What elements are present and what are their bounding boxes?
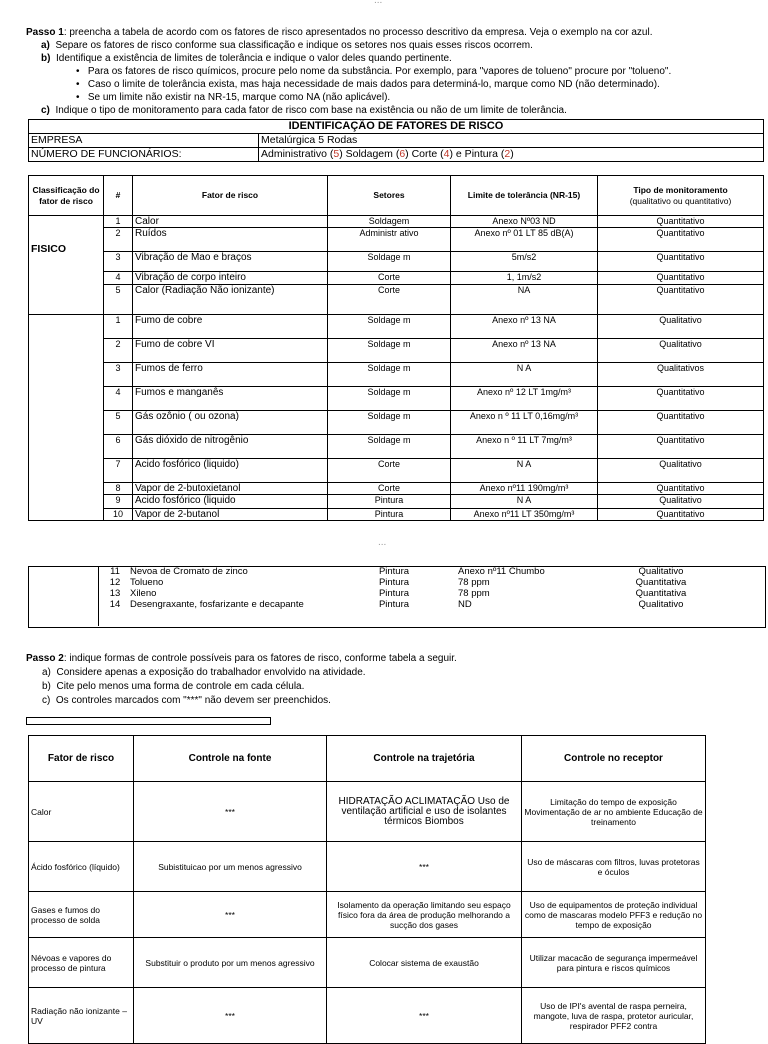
risk-row bbox=[29, 459, 764, 483]
risk-row bbox=[29, 228, 764, 252]
ctrl-trajetoria: *** bbox=[327, 988, 522, 1044]
ctrl-fator: Ácido fosfórico (líquido) bbox=[29, 842, 134, 892]
continuation-row bbox=[102, 577, 722, 588]
row-limite: Anexo Nº03 ND bbox=[451, 216, 598, 228]
risk-identification-table bbox=[28, 119, 764, 162]
row-fator: Gás ozônio ( ou ozona) bbox=[133, 411, 328, 435]
passo2-item-a bbox=[42, 666, 366, 679]
continuation-row bbox=[102, 588, 722, 599]
row-limite: Anexo nº11 LT 350mg/m³ bbox=[451, 509, 598, 521]
classificacao-label: FISICO bbox=[31, 243, 67, 255]
empresa-label: EMPRESA bbox=[29, 134, 259, 148]
passo1-item-c bbox=[41, 104, 567, 117]
row-tipo: Quantitativo bbox=[598, 252, 764, 272]
ctrl-header-receptor: Controle no receptor bbox=[522, 736, 706, 782]
classificacao-quimico bbox=[29, 315, 104, 521]
row-setor: Pintura bbox=[328, 495, 451, 509]
ctrl-receptor: Uso de equipamentos de proteção individual como de mascaras modelo PFF3 e redução no tempo de exposição bbox=[522, 892, 706, 938]
ctrl-fator: Calor bbox=[29, 782, 134, 842]
row-tipo: Quantitativo bbox=[598, 285, 764, 315]
row-tipo: Quantitativa bbox=[635, 577, 687, 588]
continuation-row bbox=[102, 599, 722, 610]
row-number: 10 bbox=[104, 509, 133, 521]
risk-row bbox=[29, 495, 764, 509]
funcionarios-text: ) bbox=[510, 148, 514, 160]
classificacao-fisico bbox=[29, 216, 104, 315]
passo1-item-b-text: Identifique a existência de limites de tolerância e indique o valor deles quando pertinente. bbox=[56, 53, 452, 64]
passo1-line bbox=[26, 26, 652, 39]
row-setor: Pintura bbox=[378, 599, 410, 610]
control-table bbox=[28, 735, 706, 1044]
ctrl-receptor: Uso de IPI's avental de raspa perneira, mangote, luva de raspa, protetor auricular, respirador PFF2 contra bbox=[522, 988, 706, 1044]
continuation-divider bbox=[98, 566, 99, 626]
row-fator: Tolueno bbox=[130, 577, 164, 588]
ctrl-header-fonte: Controle na fonte bbox=[134, 736, 327, 782]
passo2-item-b-marker: b) bbox=[42, 681, 51, 692]
ctrl-trajetoria: *** bbox=[327, 842, 522, 892]
passo1-item-b-marker: b) bbox=[41, 53, 51, 64]
risk-row bbox=[29, 411, 764, 435]
passo1-bullet-1-text: Para os fatores de risco químicos, procure pelo nome da substância. Por exemplo, para "vapores de tolueno" procure por "tolueno". bbox=[87, 66, 672, 77]
passo2-item-b-text: Cite pelo menos uma forma de controle em cada célula. bbox=[56, 681, 305, 692]
row-limite: Anexo nº11 Chumbo bbox=[458, 566, 545, 577]
row-limite: 78 ppm bbox=[458, 577, 490, 588]
passo1-item-c-text: Indique o tipo de monitoramento para cada fator de risco com base na existência ou não de um limite de tolerância. bbox=[55, 105, 567, 116]
row-number: 9 bbox=[104, 495, 133, 509]
row-setor: Soldage m bbox=[328, 339, 451, 363]
row-setor: Corte bbox=[328, 285, 451, 315]
row-limite: N A bbox=[451, 495, 598, 509]
passo2-item-a-marker: a) bbox=[42, 667, 51, 678]
row-setor: Soldage m bbox=[328, 252, 451, 272]
passo1-bullet-3-text: Se um limite não existir na NR-15, marque como NA (não aplicável). bbox=[87, 92, 391, 103]
row-tipo: Qualitativo bbox=[598, 339, 764, 363]
row-number: 14 bbox=[109, 599, 121, 610]
ctrl-fonte: *** bbox=[134, 988, 327, 1044]
page-break-marker: ... bbox=[378, 537, 387, 548]
ctrl-fonte: Subistituicao por um menos agressivo bbox=[134, 842, 327, 892]
row-limite: 5m/s2 bbox=[451, 252, 598, 272]
row-number: 8 bbox=[104, 483, 133, 495]
row-limite: Anexo nº 01 LT 85 dB(A) bbox=[451, 228, 598, 252]
control-row bbox=[29, 782, 706, 842]
row-number: 1 bbox=[104, 216, 133, 228]
risk-row bbox=[29, 483, 764, 495]
row-fator: Vibração de corpo inteiro bbox=[133, 272, 328, 285]
row-limite: N A bbox=[451, 363, 598, 387]
passo2-label: Passo 2 bbox=[26, 653, 64, 664]
row-setor: Pintura bbox=[328, 509, 451, 521]
row-tipo: Qualitativo bbox=[638, 566, 684, 577]
empresa-value: Metalúrgica 5 Rodas bbox=[259, 134, 764, 148]
row-number: 2 bbox=[104, 339, 133, 363]
row-setor: Corte bbox=[328, 459, 451, 483]
risk-row bbox=[29, 435, 764, 459]
passo1-bullet-3: • Se um limite não existir na NR-15, marque como NA (não aplicável). bbox=[76, 92, 391, 103]
row-fator: Calor bbox=[133, 216, 328, 228]
continuation-row bbox=[102, 566, 722, 577]
row-limite: Anexo nº 13 NA bbox=[451, 315, 598, 339]
row-limite: 78 ppm bbox=[458, 588, 490, 599]
passo2-item-c bbox=[42, 694, 331, 707]
funcionarios-value bbox=[259, 148, 764, 162]
funcionarios-count: 5 bbox=[333, 148, 340, 160]
row-number: 7 bbox=[104, 459, 133, 483]
funcionarios-text: ) Corte ( bbox=[405, 148, 444, 160]
row-tipo: Qualitativo bbox=[598, 459, 764, 483]
risk-row bbox=[29, 285, 764, 315]
row-tipo: Quantitativa bbox=[635, 588, 687, 599]
risk-row bbox=[29, 216, 764, 228]
funcionarios-label: NÚMERO DE FUNCIONÁRIOS: bbox=[29, 148, 259, 162]
row-number: 3 bbox=[104, 252, 133, 272]
row-tipo: Quantitativo bbox=[598, 483, 764, 495]
row-fator: Fumo de cobre bbox=[133, 315, 328, 339]
header-limite: Limite de tolerância (NR-15) bbox=[451, 176, 598, 216]
row-setor: Soldage m bbox=[328, 387, 451, 411]
row-tipo: Qualitativo bbox=[598, 495, 764, 509]
row-fator: Fumos de ferro bbox=[133, 363, 328, 387]
row-fator: Acido fosfórico (liquido bbox=[133, 495, 328, 509]
row-tipo: Quantitativo bbox=[598, 228, 764, 252]
ctrl-trajetoria: Colocar sistema de exaustão bbox=[327, 938, 522, 988]
row-limite: 1, 1m/s2 bbox=[451, 272, 598, 285]
funcionarios-text: Administrativo ( bbox=[261, 148, 334, 160]
row-fator: Vapor de 2-butoxietanol bbox=[133, 483, 328, 495]
continuation-table bbox=[102, 566, 722, 610]
passo2-item-a-text: Considere apenas a exposição do trabalhador envolvido na atividade. bbox=[56, 667, 366, 678]
header-monitoramento-sub: (qualitativo ou quantitativo) bbox=[629, 195, 732, 206]
row-limite: Anexo nº 13 NA bbox=[451, 339, 598, 363]
passo1-item-c-marker: c) bbox=[41, 105, 50, 116]
risk-row bbox=[29, 272, 764, 285]
risk-row bbox=[29, 387, 764, 411]
ctrl-receptor: Limitação do tempo de exposição Movimentação de ar no ambiente Educação de treinamento bbox=[522, 782, 706, 842]
control-row bbox=[29, 842, 706, 892]
row-number: 5 bbox=[104, 285, 133, 315]
row-setor: Corte bbox=[328, 272, 451, 285]
row-tipo: Qualitativos bbox=[598, 363, 764, 387]
ctrl-fonte: Substituir o produto por um menos agressivo bbox=[134, 938, 327, 988]
row-tipo: Qualitativo bbox=[638, 599, 684, 610]
page-marker-top: ... bbox=[374, 0, 383, 6]
passo2-text: : indique formas de controle possíveis para os fatores de risco, conforme tabela a seguir. bbox=[63, 653, 457, 664]
row-fator: Acido fosfórico (liquido) bbox=[133, 459, 328, 483]
row-limite: Anexo n º 11 LT 7mg/m³ bbox=[451, 435, 598, 459]
ctrl-trajetoria: Isolamento da operação limitando seu espaço físico fora da área de produção melhorando a sucção dos gases bbox=[327, 892, 522, 938]
header-monitoramento bbox=[598, 176, 764, 216]
row-fator: Calor (Radiação Não ionizante) bbox=[133, 285, 328, 315]
row-number: 1 bbox=[104, 315, 133, 339]
funcionarios-text: ) e Pintura ( bbox=[449, 148, 505, 160]
header-monitoramento-title: Tipo de monitoramento bbox=[633, 184, 728, 195]
row-setor: Soldage m bbox=[328, 363, 451, 387]
risk-row bbox=[29, 339, 764, 363]
passo1-bullet-2: • Caso o limite de tolerância exista, mas haja necessidade de mais dados para determiná-lo, marque como ND (não determinado). bbox=[76, 79, 660, 90]
row-limite: N A bbox=[451, 459, 598, 483]
passo1-item-a bbox=[41, 39, 533, 52]
ctrl-fator: Névoas e vapores do processo de pintura bbox=[29, 938, 134, 988]
passo1-text: : preencha a tabela de acordo com os fatores de risco apresentados no processo descritivo da empresa. Veja o exemplo na cor azul. bbox=[63, 27, 653, 38]
row-fator: Vapor de 2-butanol bbox=[133, 509, 328, 521]
row-tipo: Quantitativo bbox=[598, 272, 764, 285]
row-number: 2 bbox=[104, 228, 133, 252]
risk-row bbox=[29, 363, 764, 387]
row-tipo: Qualitativo bbox=[598, 315, 764, 339]
funcionarios-text: ) Soldagem ( bbox=[339, 148, 400, 160]
row-limite: Anexo nº11 190mg/m³ bbox=[451, 483, 598, 495]
row-setor: Soldagem bbox=[328, 216, 451, 228]
control-row bbox=[29, 938, 706, 988]
passo1-label: Passo 1 bbox=[26, 27, 64, 38]
passo1-bullet-1: • Para os fatores de risco químicos, procure pelo nome da substância. Por exemplo, para "vapores de tolueno" procure por "tolueno". bbox=[76, 66, 672, 77]
empty-box bbox=[26, 717, 271, 725]
row-fator: Vibração de Mao e braços bbox=[133, 252, 328, 272]
row-setor: Soldage m bbox=[328, 315, 451, 339]
row-fator: Ruídos bbox=[133, 228, 328, 252]
passo1-item-a-marker: a) bbox=[41, 40, 50, 51]
row-limite: Anexo nº 12 LT 1mg/m³ bbox=[451, 387, 598, 411]
row-number: 6 bbox=[104, 435, 133, 459]
header-fator: Fator de risco bbox=[133, 176, 328, 216]
row-setor: Pintura bbox=[378, 588, 410, 599]
passo2-item-c-marker: c) bbox=[42, 695, 51, 706]
row-setor: Corte bbox=[328, 483, 451, 495]
funcionarios-count: 4 bbox=[443, 148, 450, 160]
funcionarios-count: 6 bbox=[399, 148, 406, 160]
ctrl-fator: Gases e fumos do processo de solda bbox=[29, 892, 134, 938]
row-limite: NA bbox=[451, 285, 598, 315]
control-row bbox=[29, 988, 706, 1044]
row-fator: Fumos e manganês bbox=[133, 387, 328, 411]
row-setor: Soldage m bbox=[328, 411, 451, 435]
row-tipo: Quantitativo bbox=[598, 216, 764, 228]
ctrl-trajetoria: HIDRATAÇÃO ACLIMATAÇÃO Uso de ventilação artificial e uso de isolantes térmicos Biombos bbox=[327, 782, 522, 842]
passo2-line bbox=[26, 652, 457, 665]
header-classificacao: Classificação do fator de risco bbox=[29, 176, 104, 216]
risk-id-title: IDENTIFICAÇÃO DE FATORES DE RISCO bbox=[29, 120, 764, 134]
passo2-item-b bbox=[42, 680, 304, 693]
header-number: # bbox=[104, 176, 133, 216]
passo1-bullet-2-text: Caso o limite de tolerância exista, mas haja necessidade de mais dados para determiná-lo, marque como ND (não determinado). bbox=[87, 79, 660, 90]
funcionarios-count: 2 bbox=[504, 148, 511, 160]
row-limite: ND bbox=[458, 599, 472, 610]
risk-row bbox=[29, 509, 764, 521]
header-setores: Setores bbox=[328, 176, 451, 216]
ctrl-receptor: Utilizar macacão de segurança impermeável para pintura e riscos químicos bbox=[522, 938, 706, 988]
row-number: 4 bbox=[104, 272, 133, 285]
row-number: 12 bbox=[109, 577, 121, 588]
ctrl-fonte: *** bbox=[134, 782, 327, 842]
ctrl-header-trajetoria: Controle na trajetória bbox=[327, 736, 522, 782]
ctrl-fator: Radiação não ionizante – UV bbox=[29, 988, 134, 1044]
row-number: 11 bbox=[110, 566, 120, 577]
row-setor: Administr ativo bbox=[328, 228, 451, 252]
row-fator: Desengraxante, fosfarizante e decapante bbox=[130, 599, 304, 610]
row-tipo: Quantitativo bbox=[598, 435, 764, 459]
row-tipo: Quantitativo bbox=[598, 411, 764, 435]
row-setor: Pintura bbox=[378, 577, 410, 588]
row-fator: Xileno bbox=[130, 588, 157, 599]
row-setor: Pintura bbox=[378, 566, 410, 577]
row-fator: Gás dióxido de nitrogênio bbox=[133, 435, 328, 459]
row-fator: Fumo de cobre VI bbox=[133, 339, 328, 363]
row-number: 13 bbox=[109, 588, 121, 599]
row-tipo: Quantitativo bbox=[598, 509, 764, 521]
row-limite: Anexo n º 11 LT 0,16mg/m³ bbox=[451, 411, 598, 435]
row-fator: Nevoa de Cromato de zinco bbox=[130, 566, 248, 577]
control-row bbox=[29, 892, 706, 938]
ctrl-fonte: *** bbox=[134, 892, 327, 938]
row-number: 4 bbox=[104, 387, 133, 411]
passo2-item-c-text: Os controles marcados com "***" não devem ser preenchidos. bbox=[55, 695, 331, 706]
row-number: 5 bbox=[104, 411, 133, 435]
ctrl-receptor: Uso de máscaras com filtros, luvas protetoras e óculos bbox=[522, 842, 706, 892]
passo1-item-b bbox=[41, 52, 452, 65]
ctrl-header-fator: Fator de risco bbox=[29, 736, 134, 782]
passo1-item-a-text: Separe os fatores de risco conforme sua classificação e indique os setores nos quais esses riscos ocorrem. bbox=[55, 40, 533, 51]
row-tipo: Quantitativo bbox=[598, 387, 764, 411]
risk-factors-table bbox=[28, 175, 764, 521]
row-setor: Soldage m bbox=[328, 435, 451, 459]
risk-row bbox=[29, 315, 764, 339]
risk-row bbox=[29, 252, 764, 272]
row-number: 3 bbox=[104, 363, 133, 387]
